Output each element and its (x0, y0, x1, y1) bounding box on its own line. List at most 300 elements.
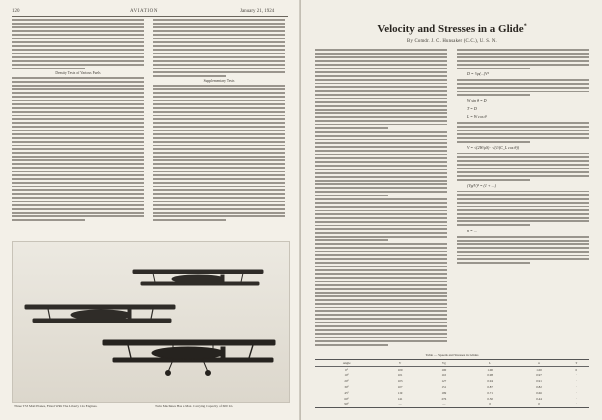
text-line (153, 212, 285, 214)
text-line (315, 202, 447, 204)
text-line (12, 53, 144, 55)
text-line (12, 133, 144, 135)
table-title: Table — Speeds and Stresses in Glides (425, 353, 479, 357)
text-line (315, 98, 447, 100)
text-line (12, 178, 144, 180)
text-line (457, 49, 589, 51)
table-cell: 151 (441, 385, 447, 390)
text-line (12, 182, 144, 184)
table-cell: 100 (441, 367, 447, 372)
text-line (315, 68, 447, 70)
text-line (153, 38, 285, 40)
text-line (457, 94, 530, 96)
text-line (315, 139, 447, 141)
airplane-formation-photo (12, 241, 290, 403)
text-line (315, 183, 447, 185)
text-line (315, 243, 447, 245)
text-line (153, 171, 285, 173)
text-line (315, 228, 447, 230)
text-line (457, 56, 589, 58)
table-cell: · (575, 396, 577, 401)
table-cell: 101 (397, 373, 403, 378)
text-line (315, 288, 447, 290)
text-line (315, 172, 447, 174)
text-line (315, 232, 447, 234)
table-cell: — (442, 402, 446, 407)
text-line (153, 30, 285, 32)
text-line (12, 38, 144, 40)
text-line (153, 141, 285, 143)
table-cell: 1.00 (536, 367, 542, 372)
text-line (12, 118, 144, 120)
equation: D = ½ρ(...)V² (467, 71, 489, 77)
equation: T = D (467, 106, 477, 112)
text-line (153, 53, 285, 55)
issue-date: January 21, 1924 (240, 9, 275, 14)
text-line (457, 141, 530, 143)
text-line (153, 156, 285, 158)
text-line (457, 130, 589, 132)
text-line (153, 182, 285, 184)
text-line (153, 197, 285, 199)
text-line (315, 269, 447, 271)
text-line (457, 179, 530, 181)
text-line (315, 337, 447, 339)
text-line (12, 215, 144, 217)
text-line (315, 79, 447, 81)
table-cell: 20° (344, 379, 349, 384)
text-line (12, 81, 144, 83)
text-line (315, 284, 447, 286)
table-cell: 141 (397, 396, 403, 401)
table-cell: — (398, 402, 402, 407)
text-line (153, 148, 285, 150)
text-line (153, 41, 285, 43)
text-line (153, 23, 285, 25)
text-line (315, 187, 447, 189)
header-rule (12, 16, 288, 17)
text-line (153, 111, 285, 113)
text-line (457, 194, 589, 196)
text-line (457, 122, 589, 124)
text-line (153, 34, 285, 36)
text-line (315, 157, 447, 159)
text-line (315, 124, 447, 126)
text-line (12, 64, 144, 66)
text-line (12, 68, 85, 70)
text-line (315, 262, 447, 264)
table-cell: 0.66 (536, 390, 542, 395)
table-cell: · (575, 402, 577, 407)
text-line (457, 83, 589, 85)
text-line (457, 79, 589, 81)
table-cell: 0.71 (487, 390, 493, 395)
text-line (153, 137, 285, 139)
text-line (315, 314, 447, 316)
right-column-2 (457, 49, 589, 266)
running-title: AVIATION (130, 9, 159, 14)
text-line (153, 75, 226, 77)
text-line (457, 262, 530, 264)
text-line (12, 92, 144, 94)
text-line (153, 45, 285, 47)
text-line (12, 34, 144, 36)
text-line (457, 153, 589, 155)
table-cell: 0° (345, 367, 349, 372)
text-line (315, 325, 447, 327)
data-table (315, 359, 589, 408)
text-line (457, 198, 589, 200)
text-line (457, 60, 589, 62)
text-line (315, 329, 447, 331)
text-line (315, 127, 388, 129)
text-line (315, 53, 447, 55)
text-line (12, 159, 144, 161)
text-line (153, 56, 285, 58)
text-line (457, 68, 530, 70)
table-cell: 276 (441, 396, 447, 401)
text-line (457, 255, 589, 257)
text-line (153, 26, 285, 28)
table-cell: 0.98 (487, 373, 493, 378)
text-line (315, 150, 447, 152)
text-line (315, 165, 447, 167)
table-cell: 0.44 (536, 396, 542, 401)
text-line (315, 83, 447, 85)
text-line (12, 111, 144, 113)
text-line (12, 148, 144, 150)
text-line (12, 145, 144, 147)
text-line (153, 201, 285, 203)
section-heading: Supplementary Tests (203, 78, 235, 83)
text-line (12, 163, 144, 165)
table-header-cell: Angle (315, 360, 378, 366)
text-line (315, 146, 447, 148)
table-cell: · (575, 379, 577, 384)
table-cell: 107 (397, 385, 403, 390)
text-line (315, 161, 447, 163)
table-header-cell: V (378, 360, 422, 366)
text-line (457, 258, 589, 260)
text-line (315, 210, 447, 212)
table-cell: 0 (575, 367, 578, 372)
text-line (153, 126, 285, 128)
text-line (12, 122, 144, 124)
text-line (457, 217, 589, 219)
text-line (153, 68, 285, 70)
text-line (12, 41, 144, 43)
text-line (315, 206, 447, 208)
text-line (12, 212, 144, 214)
text-line (315, 303, 447, 305)
page-number: 120 (12, 9, 20, 14)
text-line (315, 307, 447, 309)
text-line (12, 219, 85, 221)
table-cell: 0.97 (536, 373, 542, 378)
article-title: Velocity and Stresses in a Glide* (377, 23, 527, 35)
text-line (12, 100, 144, 102)
text-line (315, 49, 447, 51)
text-line (12, 60, 144, 62)
text-line (315, 239, 388, 241)
text-line (457, 53, 589, 55)
text-line (153, 60, 285, 62)
text-line (457, 126, 589, 128)
text-line (457, 137, 589, 139)
table-header-cell: T (563, 360, 589, 366)
text-line (12, 137, 144, 139)
text-line (12, 171, 144, 173)
table-cell: 127 (441, 379, 447, 384)
text-line (12, 167, 144, 169)
text-line (315, 292, 447, 294)
text-line (457, 247, 589, 249)
text-line (12, 115, 144, 117)
text-line (153, 145, 285, 147)
text-line (153, 118, 285, 120)
table-cell: 30° (344, 385, 349, 390)
text-line (315, 105, 447, 107)
photo-caption-left: Three T33 Mail Planes, Fitted With The Liberty 12a Engines. (14, 404, 98, 408)
text-line (457, 251, 589, 253)
text-line (315, 251, 447, 253)
text-line (12, 96, 144, 98)
text-line (315, 90, 447, 92)
text-line (153, 64, 285, 66)
text-line (315, 75, 447, 77)
table-cell: 60° (344, 396, 349, 401)
text-line (457, 243, 589, 245)
text-line (153, 219, 226, 221)
left-column-1 (12, 19, 144, 223)
text-line (457, 220, 589, 222)
text-line (12, 23, 144, 25)
text-line (153, 208, 285, 210)
text-line (315, 116, 447, 118)
right-page (301, 0, 602, 420)
text-line (12, 130, 144, 132)
text-line (153, 85, 285, 87)
table-cell: 100 (397, 367, 403, 372)
text-line (153, 115, 285, 117)
text-line (457, 168, 589, 170)
text-line (315, 120, 447, 122)
text-line (12, 197, 144, 199)
text-line (315, 101, 447, 103)
text-line (457, 87, 589, 89)
text-line (315, 131, 447, 133)
table-cell: 199 (441, 390, 447, 395)
table-cell: 0.87 (487, 385, 493, 390)
text-line (12, 103, 144, 105)
text-line (12, 141, 144, 143)
text-line (457, 206, 589, 208)
text-line (457, 64, 589, 66)
table-cell: 10° (344, 373, 349, 378)
text-line (153, 107, 285, 109)
text-line (153, 215, 285, 217)
text-line (12, 107, 144, 109)
text-line (315, 169, 447, 171)
equation: V = √(2W/ρS) · √(1/(C_L cos θ)) (467, 144, 520, 150)
text-line (12, 49, 144, 51)
text-line (315, 86, 447, 88)
text-line (153, 178, 285, 180)
text-line (12, 126, 144, 128)
text-line (457, 164, 589, 166)
text-line (315, 191, 447, 193)
table-body (315, 366, 589, 407)
table-cell: · (575, 373, 577, 378)
table-header-cell: n (515, 360, 564, 366)
text-line (153, 193, 285, 195)
text-line (153, 174, 285, 176)
text-line (315, 154, 447, 156)
text-line (315, 277, 447, 279)
table-cell: 119 (397, 390, 403, 395)
text-line (12, 193, 144, 195)
text-line (315, 322, 447, 324)
text-line (153, 100, 285, 102)
text-line (457, 224, 530, 226)
text-line (12, 88, 144, 90)
table-cell: 110 (441, 373, 447, 378)
text-line (315, 142, 447, 144)
text-line (153, 133, 285, 135)
text-line (315, 135, 447, 137)
text-line (457, 91, 589, 93)
text-line (153, 88, 285, 90)
text-line (153, 204, 285, 206)
text-line (315, 318, 447, 320)
text-line (153, 186, 285, 188)
text-line (12, 152, 144, 154)
text-line (12, 85, 144, 87)
text-line (315, 221, 447, 223)
text-line (315, 217, 447, 219)
text-line (12, 56, 144, 58)
text-line (315, 56, 447, 58)
text-line (315, 94, 447, 96)
table-cell: 1.00 (487, 367, 493, 372)
text-line (315, 247, 447, 249)
text-line (12, 45, 144, 47)
text-line (315, 333, 447, 335)
text-line (315, 225, 447, 227)
text-line (315, 176, 447, 178)
text-line (315, 258, 447, 260)
text-line (12, 189, 144, 191)
text-line (315, 254, 447, 256)
text-line (315, 299, 447, 301)
text-line (315, 344, 388, 346)
text-line (315, 236, 447, 238)
table-cell: 0.82 (536, 385, 542, 390)
text-line (12, 30, 144, 32)
text-line (457, 236, 589, 238)
text-line (457, 240, 589, 242)
text-line (315, 266, 447, 268)
text-line (153, 167, 285, 169)
text-line (12, 77, 144, 79)
text-line (457, 156, 589, 158)
text-line (153, 189, 285, 191)
text-line (153, 71, 285, 73)
table-cell: 0 (489, 402, 491, 407)
text-line (153, 159, 285, 161)
text-line (457, 175, 589, 177)
left-column-2 (153, 19, 285, 223)
table-cell: · (575, 385, 577, 390)
text-line (153, 122, 285, 124)
text-line (12, 19, 144, 21)
article-byline: By Comdr. J. C. Hunsaker (C.C.), U. S. N. (407, 39, 497, 44)
table-cell: 0 (538, 402, 540, 407)
equation: L = W cos θ (467, 114, 487, 120)
text-line (457, 213, 589, 215)
text-line (315, 198, 447, 200)
section-heading: Density Tests of Various Fuels (55, 71, 101, 76)
text-line (457, 133, 589, 135)
table-header-cell: Vg (422, 360, 466, 366)
text-line (153, 130, 285, 132)
text-line (315, 64, 447, 66)
text-line (457, 171, 589, 173)
text-line (12, 208, 144, 210)
text-line (12, 156, 144, 158)
text-line (315, 180, 447, 182)
text-line (12, 201, 144, 203)
right-column-1 (315, 49, 447, 348)
text-line (315, 109, 447, 111)
text-line (457, 160, 589, 162)
text-line (153, 163, 285, 165)
text-line (315, 195, 388, 197)
text-line (315, 310, 447, 312)
text-line (315, 71, 447, 73)
text-line (153, 152, 285, 154)
text-line (315, 340, 447, 342)
text-line (153, 92, 285, 94)
equation: (Vg/V)² = (1 + ...) (467, 182, 496, 188)
text-line (12, 26, 144, 28)
text-line (153, 103, 285, 105)
table-cell: 90° (344, 402, 349, 407)
text-line (12, 204, 144, 206)
text-line (153, 19, 285, 21)
table-cell: 103 (397, 379, 403, 384)
text-line (12, 186, 144, 188)
photo-caption-right: Twin Machines Has a Max. Carrying Capacity of 600 Lb. (155, 404, 234, 408)
text-line (315, 112, 447, 114)
table-cell: · (575, 390, 577, 395)
text-line (315, 213, 447, 215)
table-cell: 0.91 (536, 379, 542, 384)
text-line (315, 281, 447, 283)
text-line (457, 202, 589, 204)
text-line (12, 174, 144, 176)
text-line (315, 60, 447, 62)
text-line (457, 191, 589, 193)
text-line (457, 209, 589, 211)
equation: W sin θ = D (467, 98, 487, 104)
table-cell: 45° (344, 390, 349, 395)
table-cell: 0.50 (487, 396, 493, 401)
text-line (315, 295, 447, 297)
table-header-cell: L (466, 360, 515, 366)
text-line (315, 273, 447, 275)
text-line (153, 49, 285, 51)
